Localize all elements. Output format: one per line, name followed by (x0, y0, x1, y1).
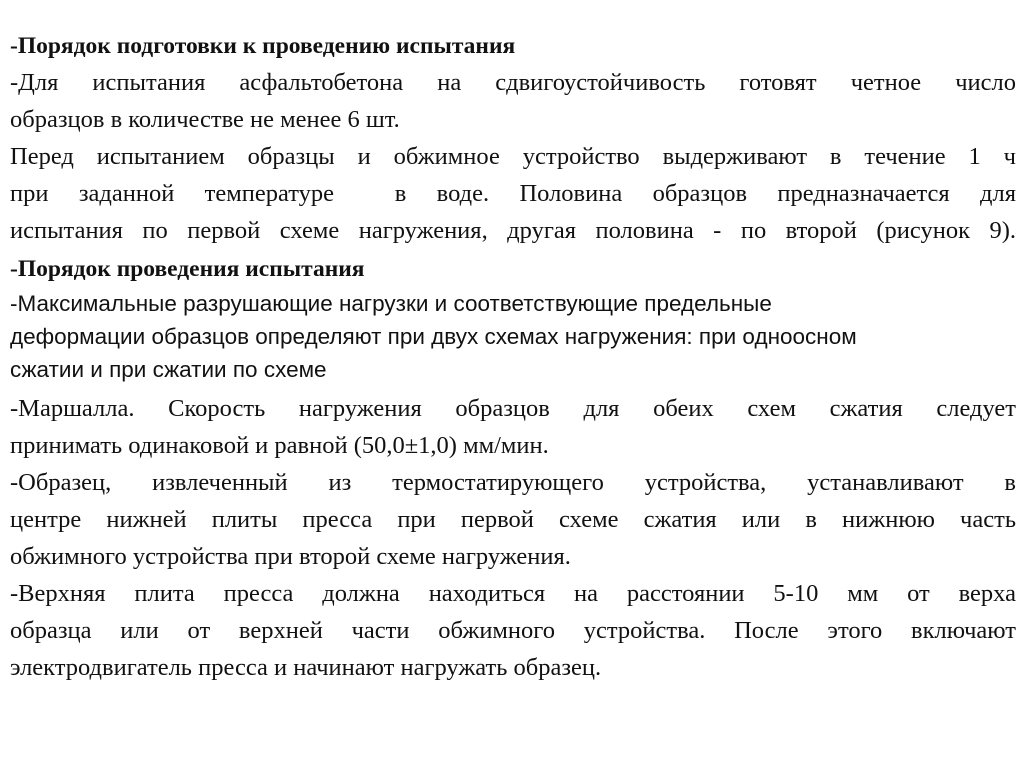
paragraph-sample-placement (10, 464, 1016, 575)
text-line: сжатии и при сжатии по схеме (10, 357, 327, 382)
text-line: принимать одинаковой и равной (50,0±1,0) мм/мин. (10, 432, 549, 459)
text-line: электродвигатель пресса и начинают нагружать образец. (10, 654, 602, 681)
text-line: при заданной температуре в воде. Половина образцов предназначается для (10, 180, 1016, 207)
heading-procedure: -Порядок проведения испытания (10, 256, 365, 282)
text-line: образца или от верхней части обжимного устройства. После этого включают (10, 617, 1016, 644)
paragraph-conditioning (10, 138, 1016, 249)
text-line: -Маршалла. Скорость нагружения образцов для обеих схем сжатия следует (10, 395, 1016, 422)
text-line: центре нижней плиты пресса при первой схеме сжатия или в нижнюю часть (10, 506, 1016, 533)
text-line: испытания по первой схеме нагружения, другая половина - по второй (рисунок 9). (10, 217, 1016, 244)
paragraph-loading-schemes (10, 287, 1016, 386)
text-line: обжимного устройства при второй схеме нагружения. (10, 543, 571, 570)
text-line: -Верхняя плита пресса должна находиться на расстоянии 5-10 мм от верха (10, 580, 1016, 607)
text-line: Перед испытанием образцы и обжимное устройство выдерживают в течение 1 ч (10, 143, 1016, 170)
slide-content (10, 28, 1016, 686)
text-line: -Образец, извлеченный из термостатирующего устройства, устанавливают в (10, 469, 1016, 496)
paragraph-loading-speed (10, 390, 1016, 464)
text-line: -Максимальные разрушающие нагрузки и соответствующие предельные (10, 291, 772, 316)
heading-preparation: -Порядок подготовки к проведению испытания (10, 33, 516, 59)
paragraph-sample-count (10, 64, 1016, 138)
text-line: образцов в количестве не менее 6 шт. (10, 106, 400, 133)
text-line: -Для испытания асфальтобетона на сдвигоустойчивость готовят четное число (10, 69, 1016, 96)
text-line: деформации образцов определяют при двух схемах нагружения: при одноосном (10, 324, 857, 349)
paragraph-press-plate (10, 575, 1016, 686)
